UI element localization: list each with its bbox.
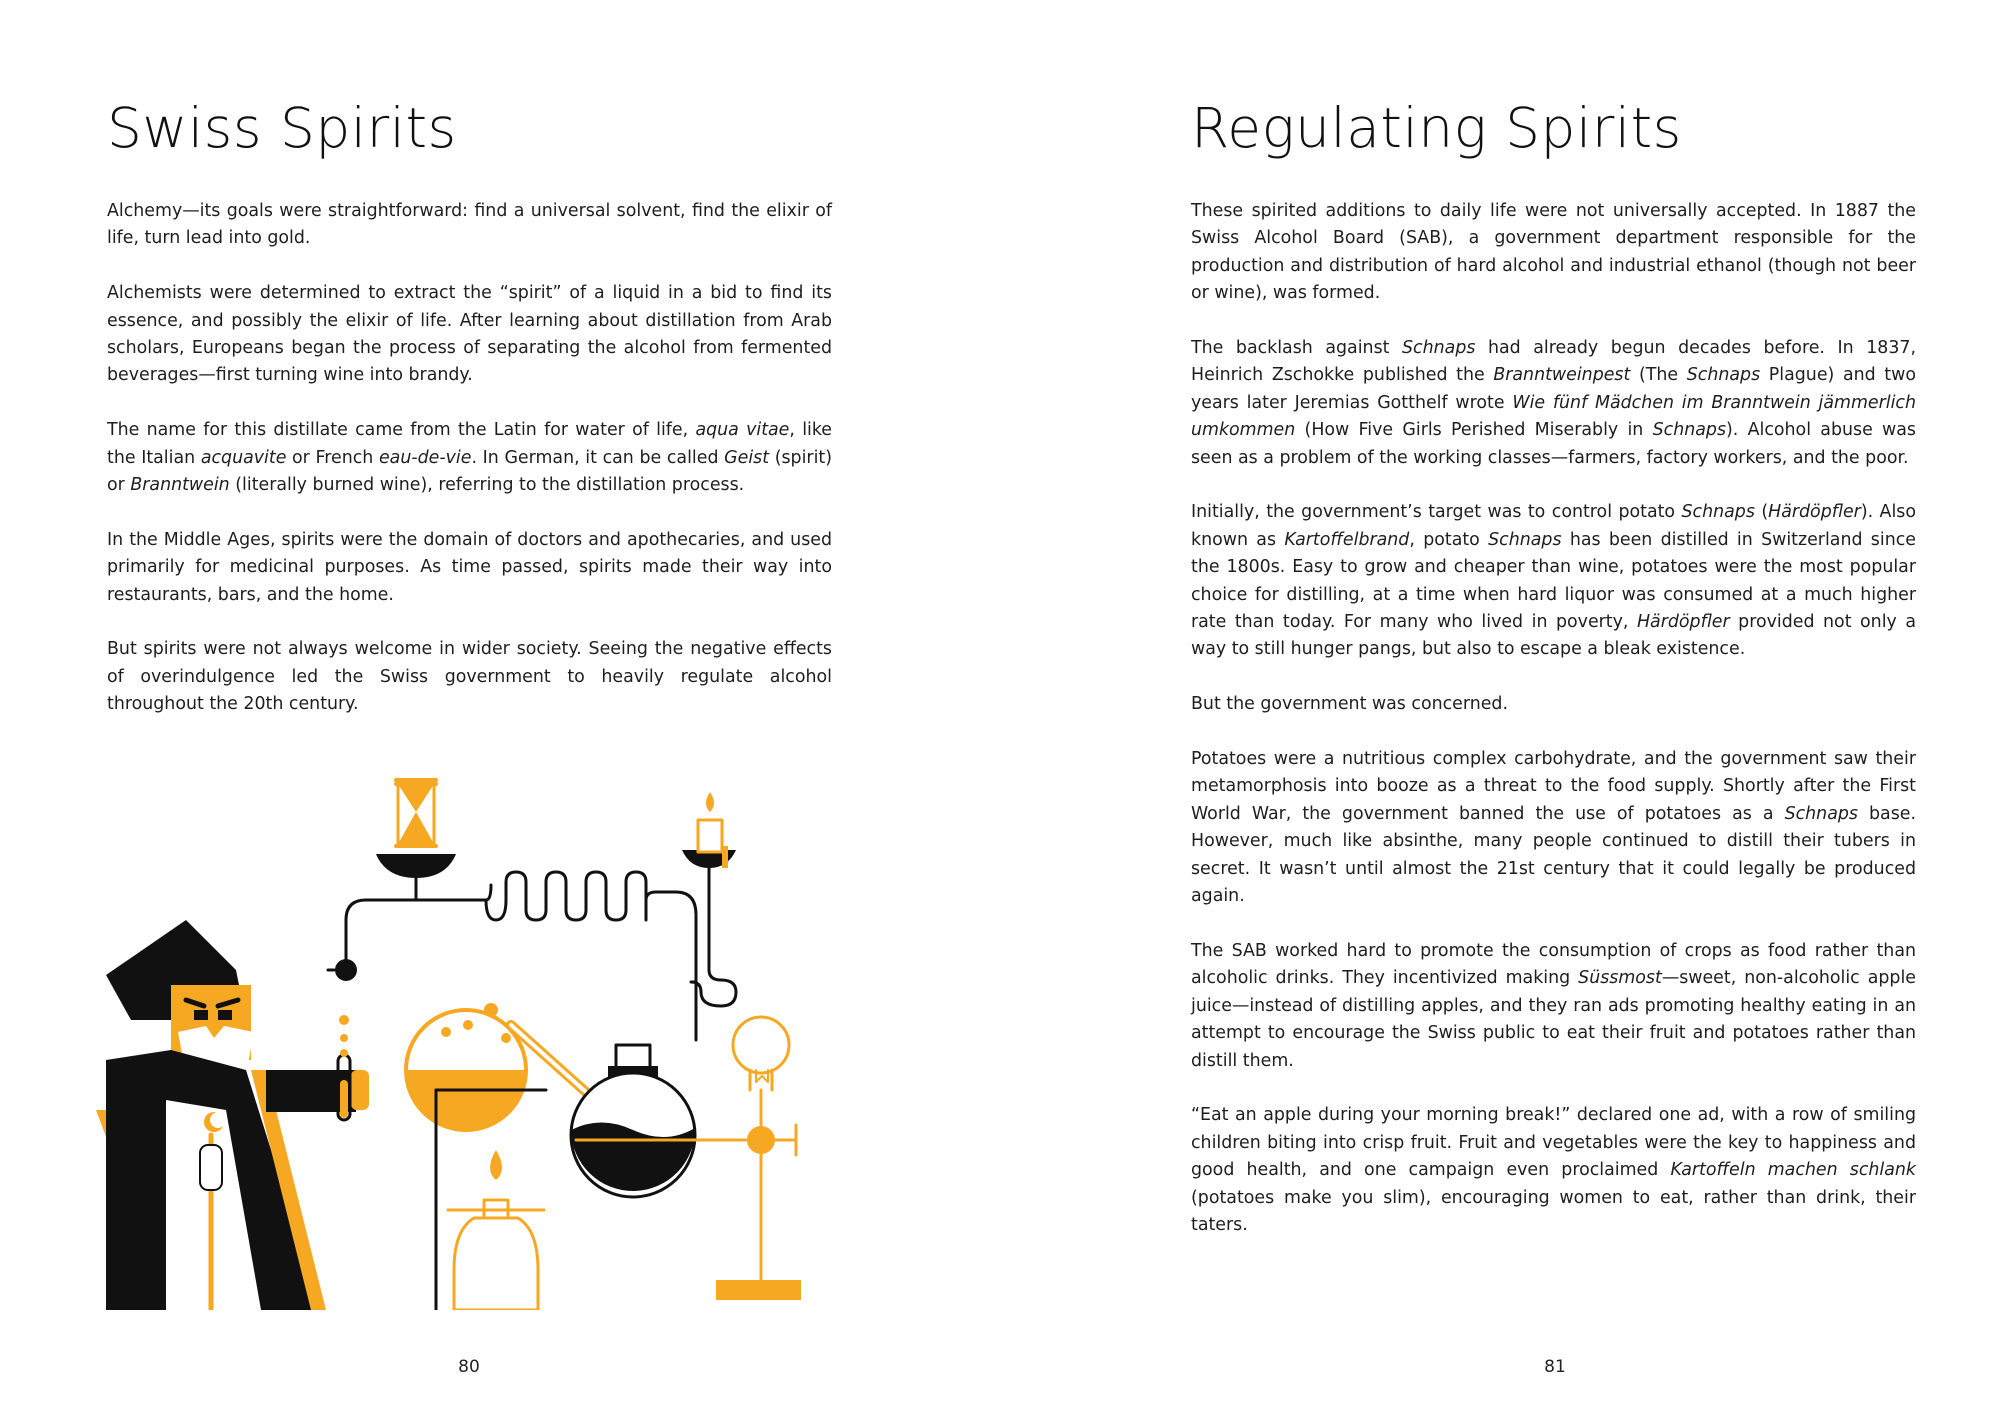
- paragraph: The backlash against Schnaps had already begun decades before. In 1837, Heinrich Zschokke published the Branntweinpest (The Schnaps Plague) and two years later Jeremias Gotthelf wrote Wie fünf Mädchen im Branntwein jämmerlich umkommen (How Five Girls Perished Miserably in Schnaps). Alcohol abuse was seen as a problem of the working classes—farmers, factory workers, and the poor.: [1191, 338, 1916, 468]
- paragraph: Alchemy—its goals were straightforward: find a universal solvent, find the elixir of life, turn lead into gold.: [107, 201, 832, 249]
- paragraph: The SAB worked hard to promote the consumption of crops as food rather than alcoholic drinks. They incentivized making Süssmost—sweet, non-alcoholic apple juice—instead of distilling apples, and they ran ads promoting healthy eating in an attempt to encourage the Swiss public to eat their fruit and potatoes rather than distill them.: [1191, 940, 1916, 1071]
- alchemist-lab-icon: [96, 770, 836, 1310]
- paragraph: Initially, the government’s target was to control potato Schnaps (Härdöpfler). Also known as Kartoffelbrand, potato Schnaps has been distilled in Switzerland since the 1800s. Easy to grow and cheaper than wine, potatoes were the most popular choice for distilling, at a time when hard liquor was consumed at a much higher rate than today. For many who lived in poverty, Härdöpfler provided not only a way to still hunger pangs, but also to escape a bleak existence.: [1191, 502, 1916, 660]
- page-number: 80: [458, 1357, 480, 1377]
- page-title: Swiss Spirits: [107, 96, 457, 160]
- paragraph: Potatoes were a nutritious complex carbohydrate, and the government saw their metamorphosis into booze as a threat to the food supply. Shortly after the First World War, the government banned the use of potatoes as a Schnaps base. However, much like absinthe, many people continued to distill their tubers in secret. It wasn’t until almost the 21st century that it could legally be produced again.: [1191, 749, 1916, 907]
- page-number: 81: [1544, 1357, 1566, 1377]
- body-text: [1191, 198, 1916, 1267]
- paragraph: The name for this distillate came from the Latin for water of life, aqua vitae, like the Italian acquavite or French eau-de-vie. In German, it can be called Geist (spirit) or Branntwein (literally burned wine), referring to the distillation process.: [107, 420, 833, 496]
- paragraph: But spirits were not always welcome in wider society. Seeing the negative effects of overindulgence led the Swiss government to heavily regulate alcohol throughout the 20th century.: [107, 639, 832, 715]
- paragraph: These spirited additions to daily life were not universally accepted. In 1887 the Swiss Alcohol Board (SAB), a government department responsible for the production and distribution of hard alcohol and industrial ethanol (though not beer or wine), was formed.: [1191, 201, 1916, 304]
- paragraph: Alchemists were determined to extract the “spirit” of a liquid in a bid to find its essence, and possibly the elixir of life. After learning about distillation from Arab scholars, Europeans began the process of separating the alcohol from fermented beverages—first turning wine into brandy.: [107, 283, 832, 386]
- paragraph: But the government was concerned.: [1191, 694, 1508, 715]
- paragraph: In the Middle Ages, spirits were the domain of doctors and apothecaries, and used primarily for medicinal purposes. As time passed, spirits made their way into restaurants, bars, and the home.: [107, 529, 832, 605]
- page-title: Regulating Spirits: [1191, 96, 1682, 160]
- body-text: [107, 198, 832, 746]
- right-page: [1004, 0, 2008, 1417]
- paragraph: “Eat an apple during your morning break!” declared one ad, with a row of smiling children biting into crisp fruit. Fruit and vegetables were the key to happiness and good health, and one campaign even proclaimed Kartoffeln machen schlank (potatoes make you slim), encouraging women to eat, rather than drink, their taters.: [1191, 1105, 1916, 1235]
